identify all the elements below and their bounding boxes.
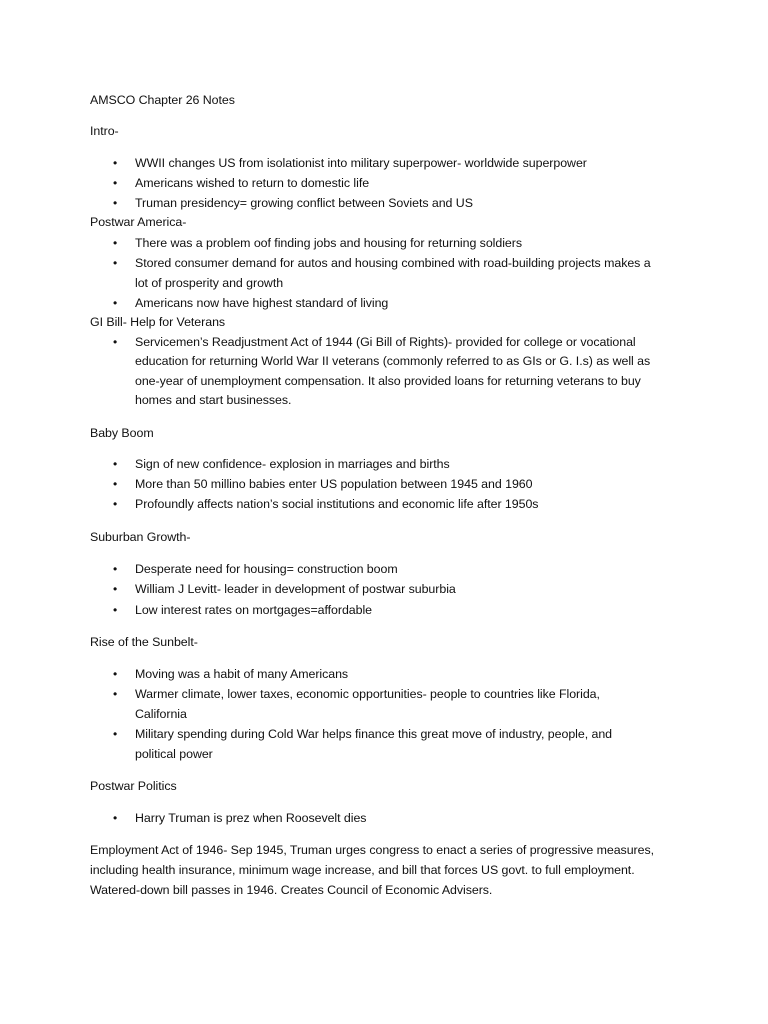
bullet-icon: • (113, 687, 118, 701)
list-item: There was a problem oof finding jobs and housing for returning soldiers (135, 236, 522, 250)
bullet-icon: • (113, 727, 118, 741)
list-item: Profoundly affects nation’s social institutions and economic life after 1950s (135, 497, 539, 511)
list-item: Stored consumer demand for autos and housing combined with road-building projects makes a (135, 256, 651, 270)
document-title: AMSCO Chapter 26 Notes (90, 93, 235, 107)
paragraph-line: Watered-down bill passes in 1946. Creates Council of Economic Advisers. (90, 883, 493, 897)
list-item: WWII changes US from isolationist into military superpower- worldwide superpower (135, 156, 587, 170)
bullet-icon: • (113, 176, 118, 190)
bullet-icon: • (113, 497, 118, 511)
bullet-icon: • (113, 457, 118, 471)
list-item-continuation: California (135, 707, 187, 721)
section-heading-gi-bill: GI Bill- Help for Veterans (90, 315, 226, 329)
list-item-continuation: one-year of unemployment compensation. It also provided loans for returning veterans to buy (135, 374, 641, 388)
list-item: Warmer climate, lower taxes, economic opportunities- people to countries like Florida, (135, 687, 600, 701)
bullet-icon: • (113, 296, 118, 310)
list-item: Sign of new confidence- explosion in marriages and births (135, 457, 450, 471)
list-item: Low interest rates on mortgages=affordable (135, 603, 373, 617)
list-item: More than 50 millino babies enter US population between 1945 and 1960 (135, 477, 533, 491)
section-heading-intro: Intro- (90, 124, 119, 138)
list-item: Americans wished to return to domestic life (135, 176, 370, 190)
bullet-icon: • (113, 811, 118, 825)
list-item-continuation: education for returning World War II veterans (commonly referred to as GIs or G. I.s) as well as (135, 354, 651, 368)
list-item: Military spending during Cold War helps finance this great move of industry, people, and (135, 727, 613, 741)
section-heading-sunbelt: Rise of the Sunbelt- (90, 635, 198, 649)
bullet-icon: • (113, 582, 118, 596)
list-item: Desperate need for housing= construction boom (135, 562, 398, 576)
list-item: Americans now have highest standard of living (135, 296, 389, 310)
paragraph-line: including health insurance, minimum wage increase, and bill that forces US govt. to full employment. (90, 863, 635, 877)
list-item: Truman presidency= growing conflict between Soviets and US (135, 196, 473, 210)
section-heading-suburban-growth: Suburban Growth- (90, 530, 191, 544)
section-heading-baby-boom: Baby Boom (90, 426, 154, 440)
section-heading-postwar-politics: Postwar Politics (90, 779, 177, 793)
bullet-icon: • (113, 667, 118, 681)
bullet-icon: • (113, 196, 118, 210)
list-item-continuation: political power (135, 747, 213, 761)
section-heading-postwar-america: Postwar America- (90, 215, 187, 229)
paragraph-line: Employment Act of 1946- Sep 1945, Truman urges congress to enact a series of progressive measures, (90, 843, 654, 857)
list-item: Harry Truman is prez when Roosevelt dies (135, 811, 367, 825)
list-item: Servicemen’s Readjustment Act of 1944 (Gi Bill of Rights)- provided for college or vocational (135, 335, 636, 349)
bullet-icon: • (113, 477, 118, 491)
list-item: William J Levitt- leader in development of postwar suburbia (135, 582, 456, 596)
bullet-icon: • (113, 156, 118, 170)
bullet-icon: • (113, 236, 118, 250)
bullet-icon: • (113, 603, 118, 617)
list-item: Moving was a habit of many Americans (135, 667, 349, 681)
bullet-icon: • (113, 256, 118, 270)
bullet-icon: • (113, 562, 118, 576)
bullet-icon: • (113, 335, 118, 349)
list-item-continuation: homes and start businesses. (135, 393, 292, 407)
list-item-continuation: lot of prosperity and growth (135, 276, 284, 290)
